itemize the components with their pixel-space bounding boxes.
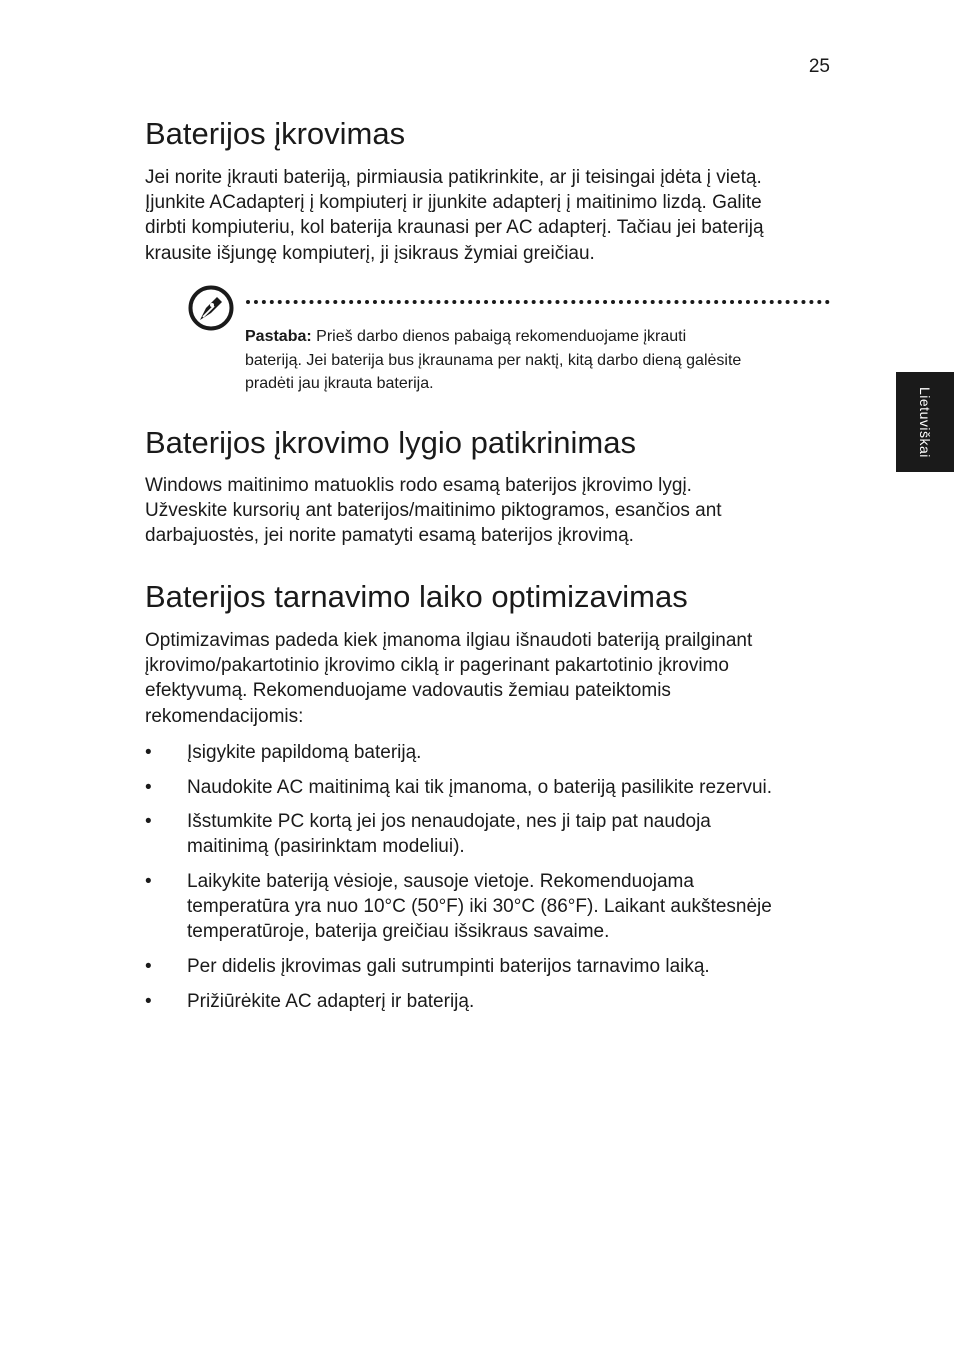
note-line: pradėti jau įkrauta baterija. xyxy=(245,375,434,392)
section-title-optimization: Baterijos tarnavimo laiko optimizavimas xyxy=(145,579,688,614)
text-line: rekomendacijomis: xyxy=(145,705,304,727)
bullet-icon: • xyxy=(145,870,152,892)
bullet-icon: • xyxy=(145,742,152,763)
text-line: darbajuostės, jei norite pamatyti esamą baterijos įkrovimą. xyxy=(145,525,634,547)
note-pen-icon xyxy=(187,284,235,332)
list-item xyxy=(145,809,845,859)
text-line: įkrovimo/pakartotinio įkrovimo ciklą ir pagerinant pakartotinio įkrovimo xyxy=(145,655,729,677)
note-line: Prieš darbo dienos pabaigą rekomenduojame įkrauti xyxy=(316,328,687,345)
list-item-text: temperatūra yra nuo 10°C (50°F) iki 30°C (86°F). Laikant aukštesnėje xyxy=(187,896,772,918)
section-level-check-text xyxy=(145,473,845,549)
list-item-text: Naudokite AC maitinimą kai tik įmanoma, o bateriją pasilikite rezervui. xyxy=(187,776,773,798)
text-line: Windows maitinimo matuoklis rodo esamą baterijos įkrovimo lygį. xyxy=(145,475,692,496)
list-item xyxy=(145,989,845,1014)
section-optimization-text xyxy=(145,628,845,729)
text-line: krausite išjungę kompiuterį, ji įsikraus žymiai greičiau. xyxy=(145,242,595,264)
note-divider xyxy=(246,300,830,304)
list-item-text: Per didelis įkrovimas gali sutrumpinti baterijos tarnavimo laiką. xyxy=(187,955,710,977)
list-item-text: Išstumkite PC kortą jei jos nenaudojate, nes ji taip pat naudoja xyxy=(187,811,711,833)
list-item-text: temperatūroje, baterija greičiau išsikraus savaime. xyxy=(187,921,610,943)
note-label: Pastaba: xyxy=(245,328,312,345)
language-side-tab xyxy=(896,372,954,472)
text-line: efektyvumą. Rekomenduojame vadovautis žemiau pateiktomis xyxy=(145,680,671,702)
list-item xyxy=(145,775,845,800)
recommendations-list xyxy=(145,740,845,1023)
note-line: bateriją. Jei baterija bus įkraunama per naktį, kitą darbo dieną galėsite xyxy=(245,351,742,369)
bullet-icon: • xyxy=(145,990,152,1012)
list-item xyxy=(145,740,845,765)
section-charging-text xyxy=(145,165,845,266)
language-tab-label: Lietuviškai xyxy=(917,386,933,458)
list-item xyxy=(145,954,845,979)
text-line: Įjunkite ACadapterį į kompiuterį ir įjunkite adapterį į maitinimo lizdą. Galite xyxy=(145,192,762,214)
list-item xyxy=(145,869,845,945)
text-line: Optimizavimas padeda kiek įmanoma ilgiau išnaudoti bateriją prailginant xyxy=(145,630,753,651)
bullet-icon: • xyxy=(145,776,152,798)
text-line: Jei norite įkrauti bateriją, pirmiausia patikrinkite, ar ji teisingai įdėta į vietą. xyxy=(145,167,762,188)
list-item-text: Laikykite bateriją vėsioje, sausoje vietoje. Rekomenduojama xyxy=(187,870,694,892)
bullet-icon: • xyxy=(145,955,152,977)
list-item-text: maitinimą (pasirinktam modeliui). xyxy=(187,836,465,858)
note-text xyxy=(245,325,835,396)
list-item-text: Prižiūrėkite AC adapterį ir bateriją. xyxy=(187,990,475,1012)
text-line: dirbti kompiuteriu, kol baterija kraunasi per AC adapterį. Tačiau jei bateriją xyxy=(145,217,764,239)
page-number: 25 xyxy=(808,56,830,77)
section-title-charging: Baterijos įkrovimas xyxy=(145,116,406,151)
list-item-text: Įsigykite papildomą bateriją. xyxy=(187,742,422,763)
section-title-level-check: Baterijos įkrovimo lygio patikrinimas xyxy=(145,425,636,460)
bullet-icon: • xyxy=(145,811,152,833)
text-line: Užveskite kursorių ant baterijos/maitinimo piktogramos, esančios ant xyxy=(145,500,722,522)
